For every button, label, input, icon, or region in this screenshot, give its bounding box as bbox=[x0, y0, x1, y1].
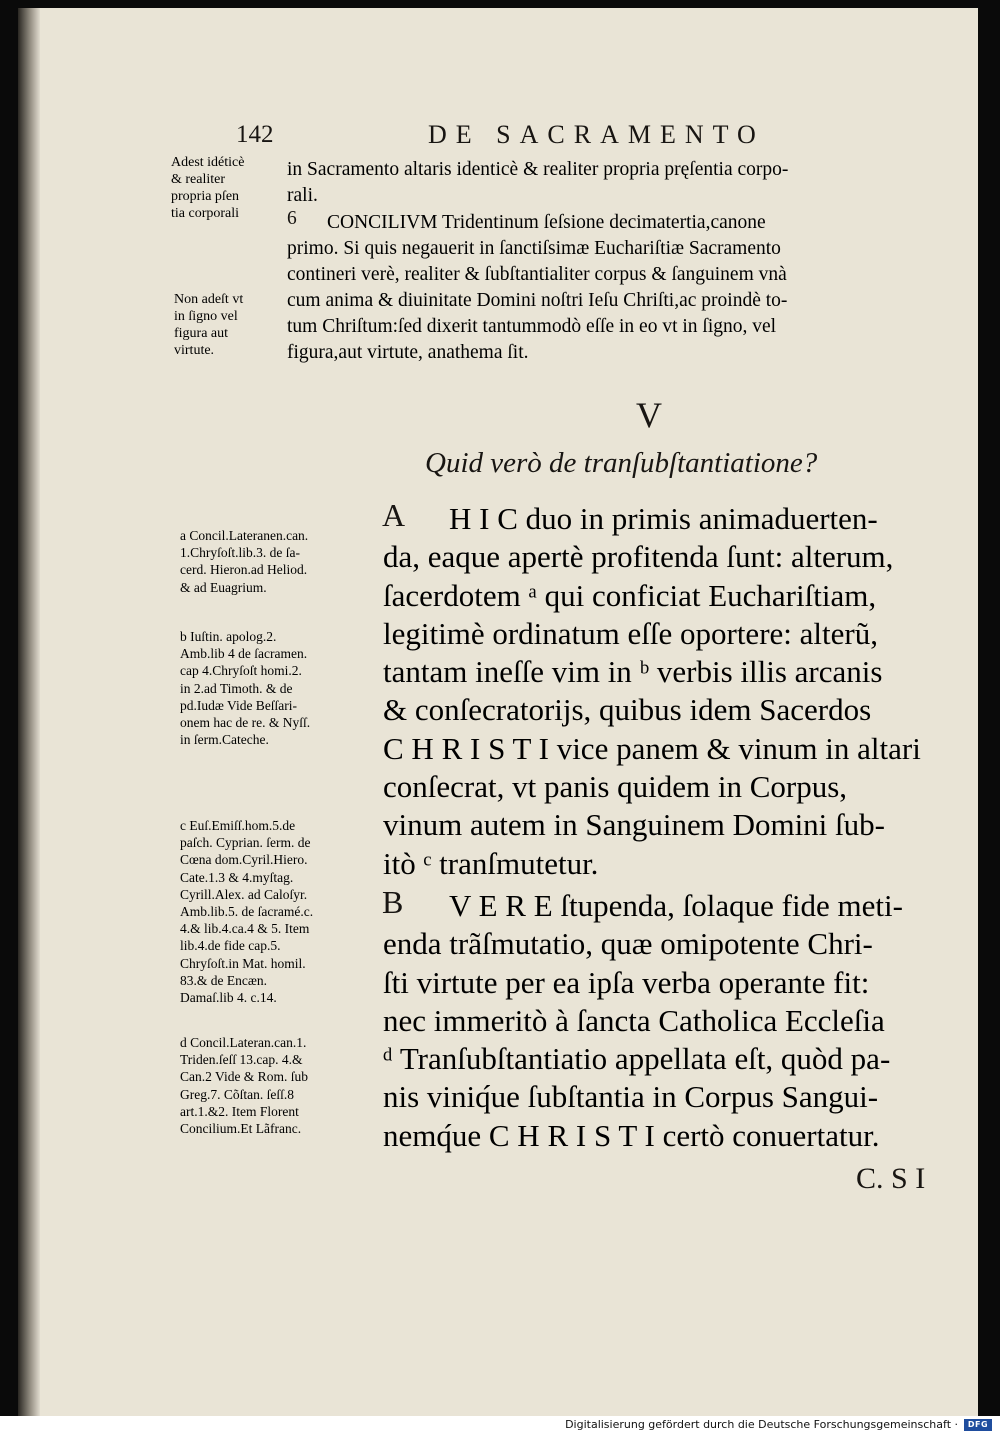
side-note-d: d Concil.Lateran.can.1. Triden.ſeſſ 13.cap. 4.& Can.2 Vide & Rom. ſub Greg.7. Cõſtan. ſeſſ.8 art.1.&2. Item Florent Concilium.Et Lãfranc. bbox=[180, 1035, 308, 1137]
paragraph-b-text: V E R E ſtupenda, ſolaque fide meti- enda trãſmutatio, quæ omipotente Chri- ſti virtute per ea ipſa verba operante fit: nec immeritò à ſancta Catholica Eccleſia ᵈ Tranſubſtantiatio appellata eſt, quòd pa- nis viniq́ue ſubſtantia in Corpus Sangui- nemq́ue C H R I S T I certò conuertatur. bbox=[383, 888, 903, 1153]
dfg-logo: DFG bbox=[964, 1419, 992, 1431]
council-canon-text: CONCILIVM Tridentinum ſeſsione decimatertia,canone primo. Si quis negauerit in ſanctiſsimæ Euchariſtiæ Sacramento contineri verè, realiter & ſubſtantialiter corpus & ſanguinem vnà cum anima & diuinitate Domini noſtri Ieſu Chriſti,ac proindè to- tum Chriſtum:ſed dixerit tantummodò eſſe in eo vt in ſigno, vel figura,aut virtute, anathema ſit. bbox=[287, 212, 788, 363]
side-note-c: c Euſ.Emiſſ.hom.5.de paſch. Cyprian. ſerm. de Cœna dom.Cyril.Hiero. Cate.1.3 & 4.myſtag. Cyrill.Alex. ad Caloſyr. Amb.lib.5. de ſacramé.c. 4.& lib.4.ca.4 & 5. Item lib.4.de fide cap.5. Chryſoſt.in Mat. homil. 83.& de Encæn. Damaſ.lib 4. c.14. bbox=[180, 818, 314, 1006]
side-note-a: a Concil.Lateranen.can. 1.Chryſoſt.lib.3. de ſa- cerd. Hieron.ad Heliod. & ad Euagrium. bbox=[180, 528, 309, 595]
paragraph-letter-a: A bbox=[382, 497, 406, 533]
margin-note-sign: Non adeſt vt in ſigno vel figura aut virtute. bbox=[174, 292, 244, 358]
page-number: 142 bbox=[236, 121, 274, 148]
side-note-b: b Iuſtin. apolog.2. Amb.lib 4 de ſacramen. cap 4.Chryſoſt homi.2. in 2.ad Timoth. & de pd.Iudæ Vide Beſſari- onem hac de re. & Nyſſ. in ſerm.Cateche. bbox=[180, 629, 311, 748]
running-head: DE SACRAMENTO bbox=[428, 120, 765, 149]
presence-text: in Sacramento altaris identicè & realiter propria pręſentia corpo- rali. bbox=[287, 159, 789, 206]
catchword: C. S I bbox=[856, 1162, 926, 1195]
paragraph-letter-b: B bbox=[382, 884, 404, 920]
digitization-footer bbox=[0, 1416, 1000, 1435]
chapter-question: Quid verò de tranſubſtantiatione? bbox=[425, 447, 818, 479]
chapter-numeral: V bbox=[636, 395, 662, 435]
page-spine-shadow bbox=[18, 8, 40, 1418]
funding-credit: Digitalisierung gefördert durch die Deutsche Forschungsgemeinschaft · bbox=[565, 1418, 958, 1431]
margin-note-presence: Adest idéticè & realiter propria pſen tia corporali bbox=[171, 155, 245, 221]
paragraph-a-text: H I C duo in primis animaduerten- da, eaque apertè profitenda ſunt: alterum, ſacerdotem ᵃ qui conficiat Euchariſtiam, legitimè ordinatum eſſe oportere: alterũ, tantam ineſſe vim in ᵇ verbis illis arcanis & conſecratorijs, quibus idem Sacerdos C H R I S T I vice panem & vinum in altari conſecrat, vt panis quidem in Corpus, vinum autem in Sanguinem Domini ſub- itò ᶜ tranſmutetur. bbox=[383, 501, 921, 881]
paragraph-number: 6 bbox=[287, 208, 297, 229]
